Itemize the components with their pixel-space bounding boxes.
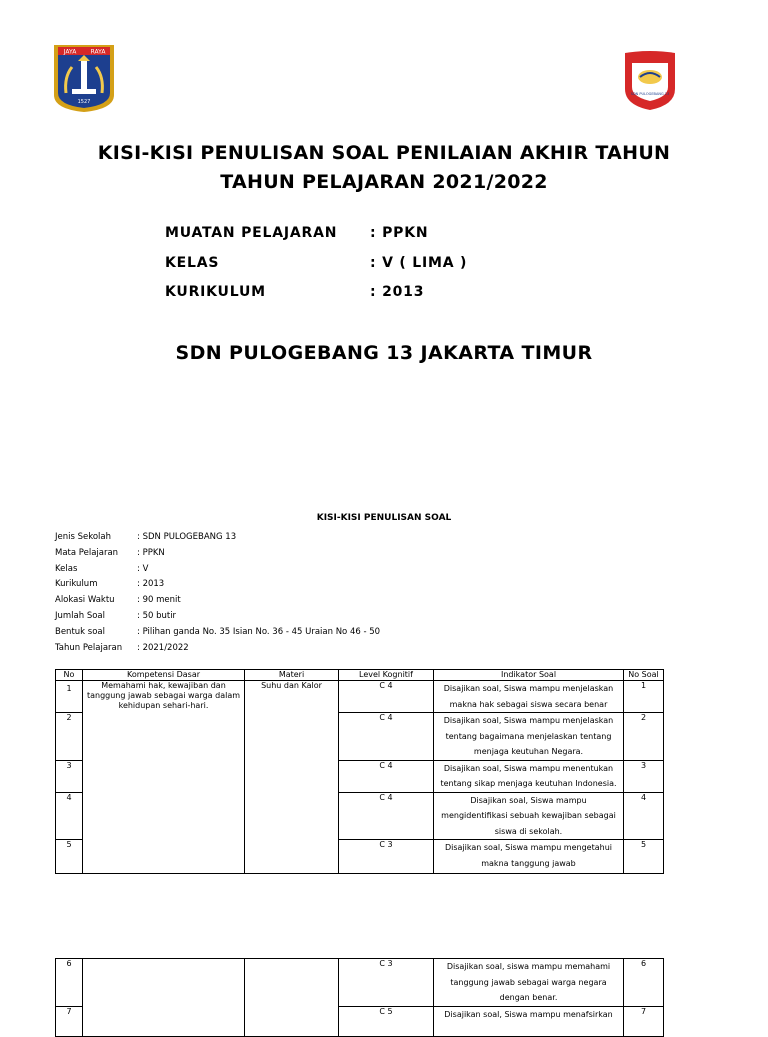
cell-indikator: Disajikan soal, Siswa mampu menjelaskan makna hak sebagai siswa secara benar [434,681,624,713]
info-label: Kelas [55,563,78,574]
info-label: Alokasi Waktu [55,595,115,606]
meta-subject-value: : PPKN [370,225,429,241]
cell-no-soal: 3 [624,760,664,792]
cell-level: C 3 [339,959,434,1007]
cell-kompetensi-dasar: Memahami hak, kewajiban dan tanggung jawab sebagai warga dalam kehidupan sehari-hari. [83,681,245,874]
cell-no: 7 [56,1006,83,1036]
school-name: SDN PULOGEBANG 13 JAKARTA TIMUR [175,342,593,364]
cell-materi: Suhu dan Kalor [245,681,339,874]
cell-no: 4 [56,792,83,840]
col-header-no-soal: No Soal [624,670,664,681]
cell-level: C 4 [339,760,434,792]
info-row [55,593,380,609]
document-title: KISI-KISI PENULISAN SOAL PENILAIAN AKHIR TAHUN [97,142,671,164]
cell-indikator: Disajikan soal, Siswa mampu menjelaskan tentang bagaimana menjelaskan tentang menjaga keutuhan Negara. [434,713,624,761]
table-header-row [56,670,664,681]
col-header-kd: Kompetensi Dasar [83,670,245,681]
jakarta-emblem-logo [52,43,116,113]
info-label: Kurikulum [55,579,98,590]
cell-no: 5 [56,840,83,874]
meta-class-label: KELAS [165,255,220,271]
cell-indikator: Disajikan soal, siswa mampu memahami tanggung jawab sebagai warga negara dengan benar. [434,959,624,1007]
cell-level: C 4 [339,681,434,713]
info-label: Jumlah Soal [55,610,105,621]
cell-no-soal: 4 [624,792,664,840]
cell-no: 6 [56,959,83,1007]
meta-class-value: : V ( LIMA ) [370,255,468,271]
col-header-level: Level Kognitif [339,670,434,681]
info-block [55,530,380,656]
cell-no-soal: 7 [624,1006,664,1036]
info-value: : 2013 [137,579,165,590]
emblem-year: 1527 [77,99,91,105]
info-value: : Pilihan ganda No. 35 Isian No. 36 - 45 Uraian No 46 - 50 [137,626,381,637]
info-row [55,577,380,593]
emblem-caption-right: RAYA [90,48,106,56]
cell-no-soal: 6 [624,959,664,1007]
meta-curriculum-value: : 2013 [370,284,425,300]
cell-no-soal: 2 [624,713,664,761]
section-title: KISI-KISI PENULISAN SOAL [316,513,452,523]
table-row [56,681,664,713]
cell-level: C 5 [339,1006,434,1036]
cell-no: 1 [56,681,83,713]
cell-level: C 4 [339,792,434,840]
info-value: : V [137,563,149,574]
meta-curriculum [165,284,424,300]
info-row [55,530,380,546]
info-label: Tahun Pelajaran [55,642,123,653]
info-label: Mata Pelajaran [55,547,119,558]
school-emblem-logo [621,49,679,111]
cell-no-soal: 5 [624,840,664,874]
document-subtitle: TAHUN PELAJARAN 2021/2022 [220,171,548,193]
cell-no: 3 [56,760,83,792]
col-header-materi: Materi [245,670,339,681]
info-row [55,641,380,657]
meta-subject [165,225,428,241]
cell-kompetensi-dasar-empty [83,959,245,1037]
table-row [56,959,664,1007]
cell-no: 2 [56,713,83,761]
info-row [55,625,380,641]
info-value: : PPKN [137,547,165,558]
info-label: Bentuk soal [55,626,105,637]
cell-level: C 4 [339,713,434,761]
col-header-no: No [56,670,83,681]
cell-indikator: Disajikan soal, Siswa mampu menafsirkan [434,1006,624,1036]
info-label: Jenis Sekolah [55,532,112,542]
kisi-kisi-table [55,669,664,874]
info-value: : SDN PULOGEBANG 13 [137,532,237,542]
cell-indikator: Disajikan soal, Siswa mampu mengidentifikasi sebuah kewajiban sebagai siswa di sekolah. [434,792,624,840]
cell-no-soal: 1 [624,681,664,713]
info-row [55,609,380,625]
info-row [55,562,380,578]
school-emblem-caption: SDN PULOGEBANG 13 [630,92,670,96]
emblem-caption-left: JAYA [63,48,77,56]
meta-curriculum-label: KURIKULUM [165,284,266,300]
col-header-indikator: Indikator Soal [434,670,624,681]
info-value: : 2021/2022 [137,642,189,653]
meta-class [165,255,467,271]
cell-indikator: Disajikan soal, Siswa mampu menentukan tentang sikap menjaga keutuhan Indonesia. [434,760,624,792]
kisi-kisi-table-continued [55,958,664,1037]
info-value: : 90 menit [137,595,181,606]
cell-materi-empty [245,959,339,1037]
cell-indikator: Disajikan soal, Siswa mampu mengetahui makna tanggung jawab [434,840,624,874]
info-value: : 50 butir [137,610,177,621]
meta-subject-label: MUATAN PELAJARAN [165,225,338,241]
cell-level: C 3 [339,840,434,874]
info-row [55,546,380,562]
